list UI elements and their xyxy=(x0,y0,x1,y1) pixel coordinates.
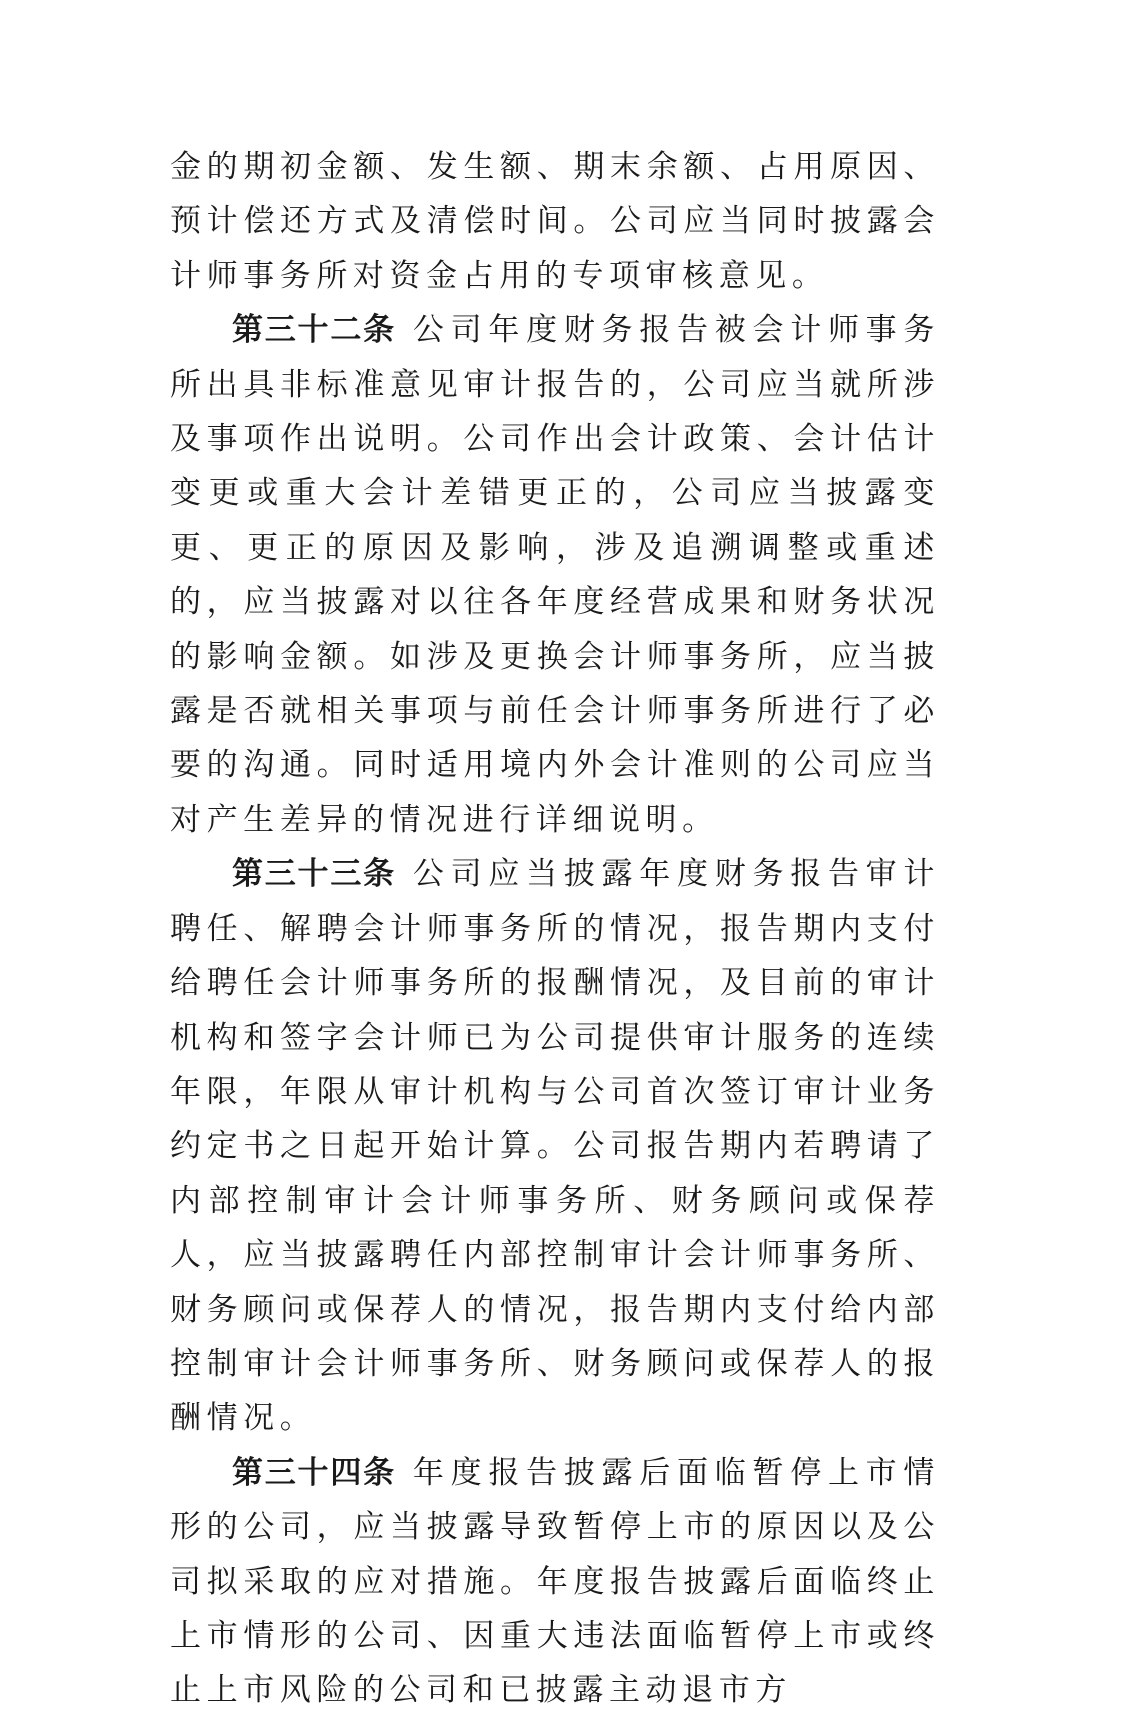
article-32 xyxy=(170,303,940,847)
article-33 xyxy=(170,847,940,1445)
article-number: 第三十三条 xyxy=(232,856,396,893)
article-number: 第三十四条 xyxy=(232,1454,396,1491)
continuation-paragraph: 金的期初金额、发生额、期末余额、占用原因、预计偿还方式及清偿时间。公司应当同时披露会计师事务所对资金占用的专项审核意见。 xyxy=(170,149,940,294)
article-text: 年度报告披露后面临暂停上市情形的公司，应当披露导致暂停上市的原因以及公司拟采取的应对措施。年度报告披露后面临终止上市情形的公司、因重大违法面临暂停上市或终止上市风险的公司和已披露主动退市方 xyxy=(170,1454,940,1709)
article-34 xyxy=(170,1446,940,1718)
article-text: 公司应当披露年度财务报告审计聘任、解聘会计师事务所的情况，报告期内支付给聘任会计师事务所的报酬情况，及目前的审计机构和签字会计师已为公司提供审计服务的连续年限，年限从审计机构与公司首次签订审计业务约定书之日起开始计算。公司报告期内若聘请了内部控制审计会计师事务所、财务顾问或保荐人，应当披露聘任内部控制审计会计师事务所、财务顾问或保荐人的情况，报告期内支付给内部控制审计会计师事务所、财务顾问或保荐人的报酬情况。 xyxy=(170,856,940,1437)
article-text: 公司年度财务报告被会计师事务所出具非标准意见审计报告的，公司应当就所涉及事项作出说明。公司作出会计政策、会计估计变更或重大会计差错更正的，公司应当披露变更、更正的原因及影响，涉及追溯调整或重述的，应当披露对以往各年度经营成果和财务状况的影响金额。如涉及更换会计师事务所，应当披露是否就相关事项与前任会计师事务所进行了必要的沟通。同时适用境内外会计准则的公司应当对产生差异的情况进行详细说明。 xyxy=(170,312,940,838)
document-page xyxy=(170,140,940,1718)
article-number: 第三十二条 xyxy=(232,312,396,349)
